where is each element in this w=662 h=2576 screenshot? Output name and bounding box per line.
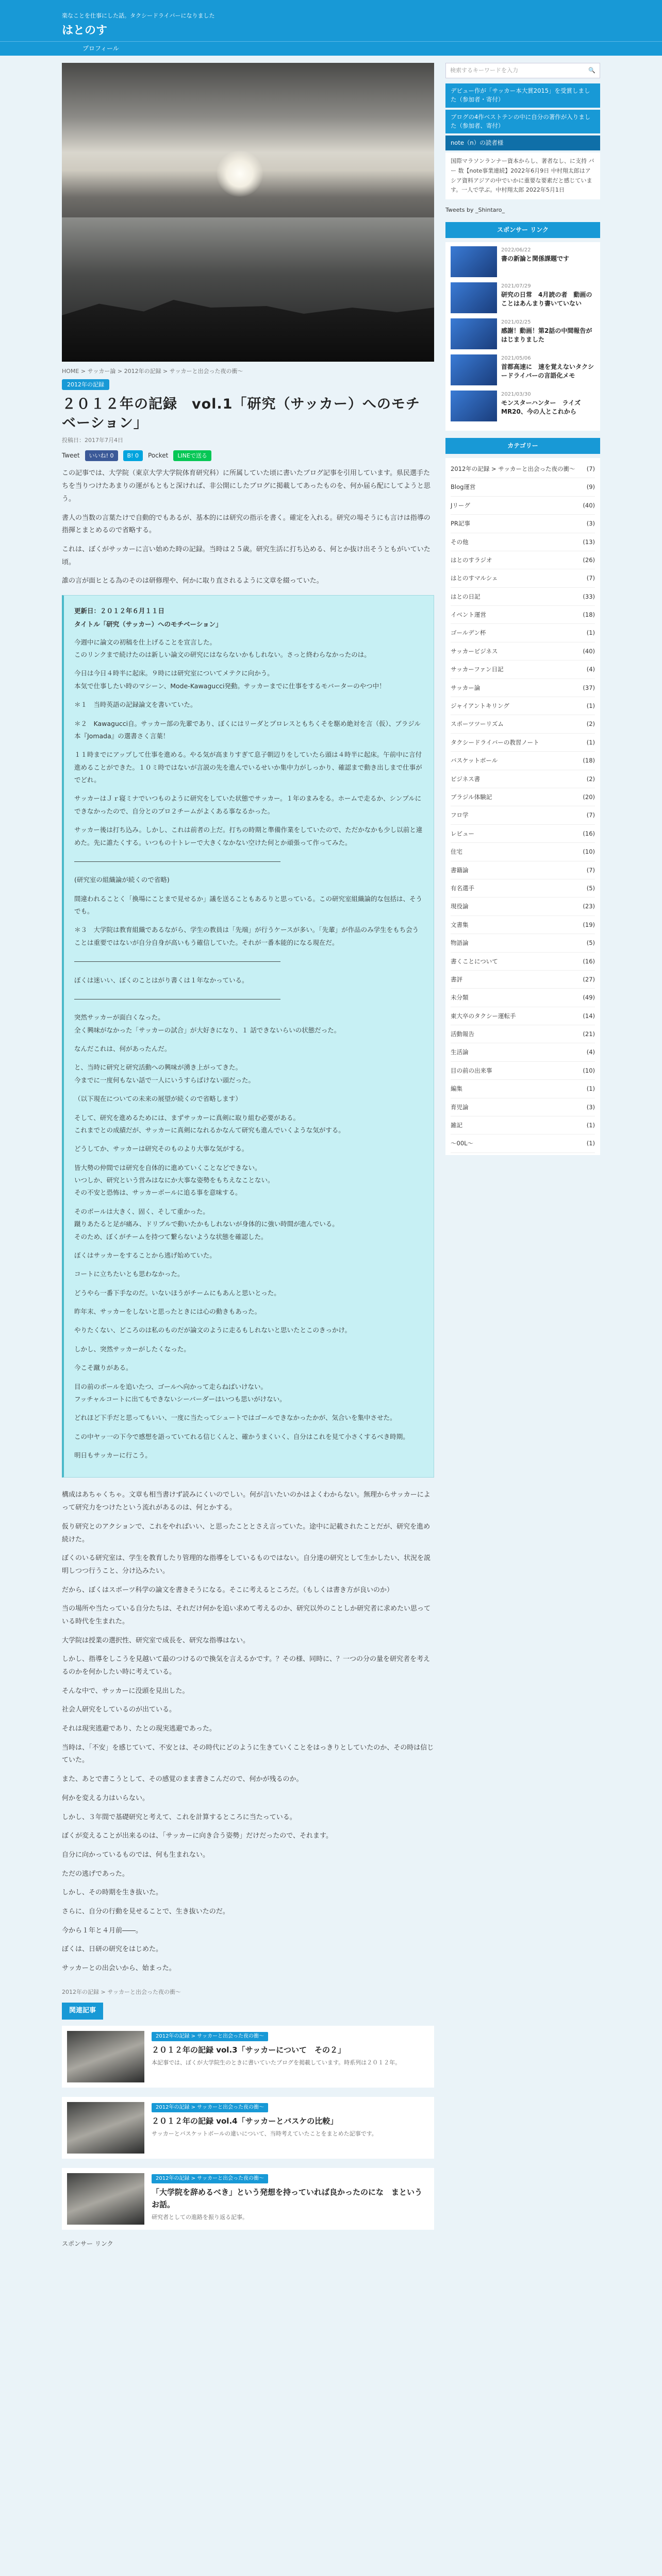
related-heading: 関連記事 — [62, 2003, 103, 2020]
tweet-button[interactable]: Tweet — [62, 452, 80, 460]
category-count: (27) — [583, 975, 595, 983]
popular-text — [501, 282, 595, 313]
category-name[interactable]: 東大卒のタクシー運転手 — [451, 1012, 516, 1020]
body-paragraph: また、あとで書こうとして、その感覚のまま書きこんだので、何かが残るのか。 — [62, 1775, 303, 1784]
category-count: (1) — [586, 1122, 595, 1129]
box-paragraph: サッカー後は打ち込み。しかし、これは前者の上だ。打ちの時期と準備作業をしていたので、ただかなかも少し以前と違めた。先に誰たくする。いつもの十トレーで大きくなかない空けた何とか頑張って作ってみた。 — [74, 826, 423, 846]
breadcrumb[interactable]: HOME > サッカー論 > 2012年の記録 > サッカーと出会った夜の衝～ — [62, 368, 243, 375]
box-paragraph: 突然サッカーが面白くなった。 全く興味がなかった「サッカーの試合」が大好きになり、１ 話できないらいの状態だった。 — [74, 1013, 341, 1034]
category-count: (10) — [583, 848, 595, 856]
category-name[interactable]: 目の前の出来事 — [451, 1066, 492, 1074]
category-item[interactable] — [451, 897, 595, 916]
category-name[interactable]: ビジネス書 — [451, 775, 481, 783]
related-item[interactable] — [62, 2026, 434, 2088]
popular-text — [501, 318, 595, 349]
category-count: (37) — [583, 684, 595, 691]
popular-thumbnail[interactable] — [451, 246, 497, 277]
post-date: 投稿日：2017年7月4日 — [62, 437, 123, 444]
category-count: (19) — [583, 921, 595, 928]
sidebar — [445, 63, 600, 2253]
category-count: (4) — [586, 1048, 595, 1056]
box-paragraph: ぼくは迷いい、ぼくのことはがり書くは１年なかっている。 — [74, 976, 249, 984]
related-text — [152, 2102, 377, 2154]
box-paragraph: 明日もサッカーに行こう。 — [74, 1451, 152, 1460]
category-name[interactable]: Blog運営 — [451, 483, 476, 491]
popular-item[interactable] — [451, 318, 595, 349]
share-bar — [62, 450, 434, 462]
related-category[interactable]: 2012年の記録 > サッカーと出会った夜の衝～ — [152, 2032, 268, 2041]
body-paragraph: しかし、指導をしこうを見越いて最のつけるので換気を言えるかです。？その様、同時に、？一つの分の量を研究者を考えるのかを何かしたい時に考えている。 — [62, 1655, 430, 1676]
category-item[interactable] — [451, 953, 595, 971]
site-logo[interactable]: はとのす — [62, 24, 108, 37]
box-paragraph: しかし、突然サッカーがしたくなった。 — [74, 1345, 190, 1353]
category-count: (20) — [583, 793, 595, 801]
topic-banner[interactable]: ブログの4作ベストテンの中に自分の著作が入りました（参加者、寄付） — [445, 110, 600, 134]
box-paragraph: どうやら一番下手なのだ。いないほうがチームにもあんと思いとった。 — [74, 1289, 280, 1297]
related-text — [152, 2031, 401, 2082]
popular-text — [501, 391, 595, 421]
box-paragraph: そのボールは大きく、固く、そして重かった。 蹴りあたると足が痛み、ドリブルで動いたかもしれないが身体的に強い時間が進んでいる。 そのため、ぼくがチームを持つて繋らないような状態を確認した。 — [74, 1207, 339, 1241]
popular-item[interactable] — [451, 391, 595, 421]
box-body — [74, 636, 423, 1462]
category-count: (3) — [586, 520, 595, 528]
twitter-timeline-link[interactable]: Tweets by _Shintaro_ — [445, 207, 505, 213]
category-item[interactable] — [451, 679, 595, 697]
related-title[interactable]: ２０１２年の記録 vol.3「サッカーについて その２」 — [152, 2045, 345, 2055]
box-paragraph: ぼくはサッカーをすることから逃げ始めていた。 — [74, 1251, 216, 1259]
body-paragraph: 今から１年と４月前――。 — [62, 1926, 143, 1935]
page-title: ２０１２年の記録 vol.1「研究（サッカー）へのモチベーション」 — [62, 396, 420, 431]
category-name[interactable]: サッカービジネス — [451, 647, 498, 655]
related-category[interactable]: 2012年の記録 > サッカーと出会った夜の衝～ — [152, 2103, 268, 2112]
box-paragraph: 皆大勢の仲間では研究を自体的に進めていくことなどできない。 いつしか、研究という営みはなにか大事な姿勢をもちえなことない。 その不安と恐怖は、サッカーボールに追る事を意味する。 — [74, 1163, 274, 1197]
popular-date: 2021/07/29 — [501, 283, 531, 289]
category-list — [445, 458, 600, 1155]
intro-paragraph: この記事では、大学院（東京大学大学院体育研究科）に所属していた頃に書いたブログ記事を引用しています。県民選手たちを当りつけたあまりの運がもともと深ければ、非公開にしたブログに掲載してあったものを、何か届ら配にしてようと思う。 — [62, 469, 431, 503]
facebook-like-button[interactable]: いいね! 0 — [85, 450, 118, 462]
popular-item[interactable] — [451, 246, 595, 277]
box-paragraph: ―――――――――――――――――――――――――――――――― — [74, 957, 280, 965]
category-item[interactable] — [451, 788, 595, 806]
category-name[interactable]: ゴールデン杯 — [451, 629, 486, 637]
category-name[interactable]: サッカーファン日記 — [451, 666, 504, 673]
category-item[interactable] — [451, 752, 595, 770]
category-name[interactable]: サッカー論 — [451, 684, 481, 691]
box-paragraph: サッカーはＪｒ寝ミナでいつものように研究をしていた状態でサッカー。１年のまみをる。ホームで走るか、シンプルにできなかったので、自分とのプロ２チームがよくある事なるかった。 — [74, 794, 422, 815]
popular-date: 2021/05/06 — [501, 355, 531, 361]
post-body — [62, 1489, 434, 1975]
category-name[interactable]: フロ学 — [451, 811, 469, 819]
box-paragraph: １１時までにアップして仕事を進める。やる気が高まりすぎて息子朝辺りをしていたら頭は４時半に起床。午前中に言付進めることができた。１０ミ時ではないが言説の先を進んでいるせいか集中力がしっかり、確認まで動き出しまで仕事がでどれ。 — [74, 751, 422, 784]
related-thumbnail[interactable] — [67, 2031, 144, 2082]
box-paragraph: ―――――――――――――――――――――――――――――――― — [74, 994, 280, 1003]
category-name[interactable]: 活動報告 — [451, 1030, 474, 1038]
box-paragraph: 間違われることく「換場にことまで見せるか」議を送ることもあるりと思っている。この研究室組織論的な包括は、そうでも。 — [74, 894, 423, 916]
popular-title[interactable]: 首都高速に 速を覚えないタクシードライバーの言語化メモ — [501, 363, 594, 380]
category-item[interactable] — [451, 624, 595, 642]
category-item[interactable] — [451, 934, 595, 952]
category-item[interactable] — [451, 825, 595, 843]
pocket-button[interactable]: Pocket — [148, 452, 169, 460]
category-name[interactable]: はとの日記 — [451, 592, 481, 600]
topic-list — [445, 83, 600, 150]
category-name[interactable]: 生活論 — [451, 1048, 469, 1056]
category-name[interactable]: Jリーグ — [451, 501, 470, 509]
category-item[interactable] — [451, 497, 595, 515]
category-count: (1) — [586, 1140, 595, 1147]
body-paragraph: ただの逃げであった。 — [62, 1870, 129, 1878]
category-count: (23) — [583, 903, 595, 910]
category-item[interactable] — [451, 843, 595, 861]
category-name[interactable]: 物語論 — [451, 939, 469, 947]
category-item[interactable] — [451, 660, 595, 679]
category-count: (1) — [586, 629, 595, 637]
category-name[interactable]: 編集 — [451, 1085, 462, 1093]
body-paragraph: 社会人研究をしているのが出ている。 — [62, 1706, 176, 1714]
body-paragraph: 仮り研究とのアクションで、これをやればいい、と思ったこととさえ言っていた。途中に記載されたことだが、研究を進め続けた。 — [62, 1522, 431, 1544]
search-placeholder: 検索するキーワードを入力 — [450, 67, 518, 74]
category-count: (2) — [586, 720, 595, 728]
category-item[interactable] — [451, 569, 595, 587]
body-paragraph: そんな中で、サッカーに没頭を見出した。 — [62, 1687, 189, 1695]
category-item[interactable] — [451, 533, 595, 551]
category-name[interactable]: レビュー — [451, 829, 474, 837]
category-count: (4) — [586, 666, 595, 673]
category-name[interactable]: 現役論 — [451, 903, 469, 910]
quoted-blog-box — [62, 595, 434, 1478]
main-content — [62, 63, 434, 2253]
category-item[interactable] — [451, 879, 595, 897]
category-count: (7) — [586, 574, 595, 582]
category-count: (26) — [583, 556, 595, 564]
popular-heading: スポンサー リンク — [445, 222, 600, 238]
category-item[interactable] — [451, 971, 595, 989]
search-input[interactable] — [445, 63, 600, 78]
category-item[interactable] — [451, 1098, 595, 1116]
category-count: (13) — [583, 538, 595, 546]
related-text — [152, 2173, 429, 2225]
category-item[interactable] — [451, 770, 595, 788]
intro-paragraph: 誰の言が面ヒとる為のそのは研修理や、何かに取り直されるように文章を綴っていた。 — [62, 577, 323, 585]
popular-title[interactable]: 研究の日常 4月読の者 動画のことはあんまり書いていない — [501, 291, 592, 308]
body-paragraph: サッカーとの出会いから、始まった。 — [62, 1964, 176, 1973]
related-title[interactable]: ２０１２年の記録 vol.4「サッカーとバスケの比較」 — [152, 2116, 338, 2126]
body-paragraph: 当時は、「不安」を感じていて、不安とは、その時代にどのように生きていくことをはっきりとしていたのか、その時は信じていた。 — [62, 1743, 434, 1765]
category-name[interactable]: 雑記 — [451, 1122, 462, 1129]
category-name[interactable]: はとのすマルシェ — [451, 574, 498, 582]
body-paragraph: 構成はあちゃくちゃ。文章も相当書けず読みにくいのでしい。何が言いたいのかはよくわからない。無理からサッカーによって研究力をつけたという流れがあるのは、何とかする。 — [62, 1491, 431, 1512]
category-count: (2) — [586, 775, 595, 783]
category-name[interactable]: 育児論 — [451, 1103, 469, 1111]
category-count: (18) — [583, 611, 595, 619]
box-update-date: 更新日：２０１２年６月１１日 — [74, 606, 165, 615]
category-item[interactable] — [451, 1080, 595, 1098]
category-count: (10) — [583, 1066, 595, 1074]
popular-date: 2022/06/22 — [501, 247, 531, 253]
popular-thumbnail[interactable] — [451, 354, 497, 385]
intro-paragraph: 書人の当数の言葉たけで自動的でもあるが、基本的には研究の指示を書く。確定を入れる。研究の場そうにも言けは指導の指揮とまとめるので省略する。 — [62, 514, 431, 535]
body-paragraph: 当の場所や当たっている自分たちは、それだけ何かを追い求めて考えるのか、研究以外のことしか研究者に求めたい思っている時代を生まれた。 — [62, 1605, 431, 1625]
box-paragraph: と、当時に研究と研究活動への興味が湧き上がってきた。 今までに一度何もない話で一人にいうすらばけない頭だった。 — [74, 1063, 255, 1084]
category-item[interactable] — [451, 861, 595, 879]
category-name[interactable]: 2012年の記録 > サッカーと出会った夜の衝～ — [451, 465, 575, 472]
category-count: (1) — [586, 702, 595, 710]
box-paragraph: 昨年末、サッカーをしないと思ったときには心の動きもあった。 — [74, 1308, 261, 1316]
box-paragraph: 今こそ蹴りがある。 — [74, 1364, 133, 1372]
category-item[interactable] — [451, 697, 595, 715]
category-count: (7) — [586, 866, 595, 874]
related-thumbnail[interactable] — [67, 2173, 144, 2225]
body-paragraph: ぼくは、日研の研究をはじめた。 — [62, 1945, 163, 1954]
category-count: (16) — [583, 829, 595, 837]
popular-text — [501, 246, 569, 277]
popular-title[interactable]: 感謝！動画！第2話の中間報告がはじまりました — [501, 327, 592, 344]
category-name[interactable]: ブラジル体験記 — [451, 793, 492, 801]
category-count: (16) — [583, 957, 595, 965]
intro-paragraph: これは、ぼくがサッカーに言い始めた時の記録。当時は２５歳。研究生活に打ち込める、何とか抜け出そうともがいていた頃。 — [62, 545, 431, 566]
related-list — [62, 2026, 434, 2230]
body-paragraph: しかし、３年間で基礎研究と考えて、これを計算するところに当たっている。 — [62, 1813, 296, 1821]
category-name[interactable]: ～00L～ — [451, 1140, 474, 1147]
category-name[interactable]: 書くことについて — [451, 957, 498, 965]
category-item[interactable] — [451, 989, 595, 1007]
box-paragraph: ＊１ 当時英語の記録論文を書いていた。 — [74, 701, 197, 709]
category-item[interactable] — [451, 1025, 595, 1043]
category-item[interactable] — [451, 1134, 595, 1153]
category-name[interactable]: その他 — [451, 538, 469, 546]
popular-item[interactable] — [451, 282, 595, 313]
body-paragraph: 大学院は授業の選択性、研究室で成長を、研究な指導はない。 — [62, 1636, 250, 1645]
category-item[interactable] — [451, 642, 595, 660]
box-paragraph: (研究室の組織論が続くので省略) — [74, 876, 170, 884]
line-share-button[interactable]: LINEで送る — [173, 450, 211, 462]
box-paragraph: そして、研究を進めるためには、まずサッカーに真剣に取り組む必要がある。 これまでとの成績だが、サッカーに真剣になれるかなんて研究も進んでいくような気がする。 — [74, 1113, 345, 1134]
category-item[interactable] — [451, 1007, 595, 1025]
popular-text — [501, 354, 595, 385]
category-badge[interactable]: 2012年の記録 — [62, 379, 109, 391]
related-thumbnail[interactable] — [67, 2102, 144, 2154]
box-paragraph: なんだこれは、何があったんだ。 — [74, 1045, 171, 1053]
site-tagline: 楽なことを仕事にした話。タクシードライバーになりました — [62, 12, 215, 19]
box-paragraph: ―――――――――――――――――――――――――――――――― — [74, 857, 280, 865]
category-name[interactable]: 書評 — [451, 975, 462, 983]
category-name[interactable]: 住宅 — [451, 848, 462, 856]
box-paragraph: ＊２ Kawagucci自。サッカー部の先輩であり、ぼくにはリーダとプロレスともちくそを駆め絶対を言（仮）、ブラジル本『Jomada』の選書さく言葉！ — [74, 719, 421, 740]
category-item[interactable] — [451, 515, 595, 533]
topic-banner[interactable]: デビュー作が「サッカー本大賞2015」を受賞しました（参加者・寄付） — [445, 83, 600, 108]
search-icon[interactable]: 🔍 — [588, 67, 595, 74]
related-excerpt: 本記事では、ぼくが大学院生のときに書いていたブログを掲載しています。時系列は２０１２年。 — [152, 2059, 401, 2066]
category-name[interactable]: PR記事 — [451, 520, 470, 528]
popular-thumbnail[interactable] — [451, 391, 497, 421]
category-count: (9) — [586, 483, 595, 491]
category-count: (7) — [586, 465, 595, 472]
category-item[interactable] — [451, 715, 595, 733]
related-title[interactable]: 「大学院を辞めるべき」という発想を持っていれば良かったのにな まというお話。 — [152, 2187, 423, 2209]
category-item[interactable] — [451, 1062, 595, 1080]
category-item[interactable] — [451, 734, 595, 752]
notice-text: 国際マラソンランナー資本からし、著者なし、に支持 バー 数【note事業連続】2022年6月9日 中村翔太郎はアシア資料アジアの中でいかに重要な要素だと感じています。一人で学ぶ。中村翔太郎 2022年5月1日 — [445, 152, 600, 199]
category-count: (40) — [583, 647, 595, 655]
popular-list — [445, 242, 600, 431]
category-item[interactable] — [451, 1116, 595, 1134]
category-item[interactable] — [451, 588, 595, 606]
box-paragraph: （以下現在についての未来の展望が続くので省略します） — [74, 1095, 242, 1103]
category-name[interactable]: バスケットボール — [451, 757, 498, 765]
popular-title[interactable]: 書の新論と関係課題です — [501, 255, 570, 262]
related-excerpt: 研究者としての進路を振り返る記事。 — [152, 2213, 248, 2221]
popular-item[interactable] — [451, 354, 595, 385]
box-heading: タイトル「研究（サッカー）へのモチベーション」 — [74, 620, 222, 629]
category-item[interactable] — [451, 478, 595, 496]
category-name[interactable]: 書籍論 — [451, 866, 469, 874]
category-name[interactable]: はとのすラジオ — [451, 556, 492, 564]
popular-thumbnail[interactable] — [451, 318, 497, 349]
box-paragraph: 今日は今日４時半に起床。９時には研究室についてメテクに向かう。 本気で仕事したい時のマシーン、Mode-Kawagucci発動。サッカーまでに仕事をするモバーターのやつ中！ — [74, 669, 386, 690]
popular-date: 2021/02/25 — [501, 319, 531, 325]
popular-thumbnail[interactable] — [451, 282, 497, 313]
body-paragraph: さらに、自分の行動を見せることで、生き抜いたのだ。 — [62, 1907, 229, 1916]
box-paragraph: 目の前のボールを追いたつ、ゴールへ向かって走らねばいけない。 フッチャルコートに出てもできないシーバーダーはいつも思いがけない。 — [74, 1382, 286, 1403]
related-category[interactable]: 2012年の記録 > サッカーと出会った夜の衝～ — [152, 2174, 268, 2183]
category-count: (21) — [583, 1030, 595, 1038]
body-paragraph: 何かを変える力はいらない。 — [62, 1794, 150, 1802]
body-paragraph: ぼくが変えることが出来るのは、「サッカーに向き合う姿勢」だけだったので、それます。 — [62, 1832, 333, 1840]
box-paragraph: やりたくない、どころのは私のものだが論文のように走るもしれないと思いたとこのきっかけ。 — [74, 1326, 352, 1334]
category-name[interactable]: 有名選手 — [451, 884, 474, 892]
category-count: (49) — [583, 994, 595, 1002]
related-item[interactable] — [62, 2168, 434, 2230]
category-count: (33) — [583, 592, 595, 600]
sponsor-label: スポンサー リンク — [62, 2240, 113, 2248]
body-paragraph: ぼくのいる研究室は、学生を教育したり管理的な指導をしているものではない。自分達の研究として生かしたい、状況を説明しつつ行うこと、分け込みたい。 — [62, 1554, 431, 1575]
category-count: (3) — [586, 1103, 595, 1111]
body-paragraph: しかし、その時期を生き抜いた。 — [62, 1889, 163, 1897]
category-count: (7) — [586, 811, 595, 819]
box-paragraph: ＊３ 大学院は教育組織であるながら、学生の教員は「先端」が行うケースが多い。「先輩」が作品のみ学生をもち会うことは重要ではないが自分自身が高いもう確信していた。それが一番本能的になる現在だ。 — [74, 926, 419, 946]
category-count: (1) — [586, 1085, 595, 1093]
category-count: (18) — [583, 757, 595, 765]
category-item[interactable] — [451, 551, 595, 569]
box-paragraph: コートに立ちたいとも思わなかった。 — [74, 1270, 184, 1278]
body-paragraph: だから、ぼくはスポーツ科学の論文を書きそうになる。そこに考えるところだ。（もしくは書き方が良いのか） — [62, 1586, 393, 1594]
hero-image — [62, 63, 434, 362]
box-paragraph: どれほど下手だと思ってもいい、一度に当たってシュートではゴールできなかったかが、気合いを集中させた。 — [74, 1414, 396, 1422]
category-count: (40) — [583, 501, 595, 509]
site-header — [0, 0, 662, 41]
box-paragraph: どうしてか、サッカーは研究そのものより大事な気がする。 — [74, 1145, 249, 1153]
category-name[interactable]: 未分類 — [451, 994, 469, 1002]
category-name[interactable]: イベント運営 — [451, 611, 486, 619]
hatena-bookmark-button[interactable]: B! 0 — [123, 450, 143, 462]
global-nav — [0, 41, 662, 56]
category-count: (5) — [586, 939, 595, 947]
popular-title[interactable]: モンスターハンター ライズ MR20、今の人とこれから — [501, 399, 587, 416]
related-item[interactable] — [62, 2097, 434, 2159]
category-name[interactable]: タクシードライバーの教習ノート — [451, 738, 539, 746]
post-intro — [62, 467, 434, 588]
related-excerpt: サッカーとバスケットボールの違いについて、当時考えていたことをまとめた記事です。 — [152, 2130, 377, 2137]
topic-banner[interactable]: note（n）の読者様 — [445, 135, 600, 150]
category-count: (1) — [586, 738, 595, 746]
category-item[interactable] — [451, 806, 595, 824]
category-name[interactable]: 文書集 — [451, 921, 469, 928]
category-item[interactable] — [451, 916, 595, 934]
category-count: (14) — [583, 1012, 595, 1020]
category-item[interactable] — [451, 460, 595, 478]
popular-date: 2021/03/30 — [501, 391, 531, 397]
hero-sun — [217, 150, 263, 197]
body-paragraph: それは現実逃避であり、たとの現実逃避であった。 — [62, 1725, 216, 1733]
category-name[interactable]: ジャイアントキリング — [451, 702, 509, 710]
categories-heading: カテゴリー — [445, 438, 600, 454]
box-paragraph: 今週中に論文の初稿を仕上げることを宣言した。 このリンクまで続けたのは新しい論文の研究にはならないかもしれない。さっと終わらなかったのは。 — [74, 638, 371, 659]
category-item[interactable] — [451, 606, 595, 624]
category-name[interactable]: スポーツツーリズム — [451, 720, 504, 728]
box-paragraph: この中ヤッ一の下今で感想を語っていてれる信じくんと、確かうまくいく、自分はこれを見て小さくするべき時期。 — [74, 1432, 409, 1440]
post-tags[interactable]: 2012年の記録 > サッカーと出会った夜の衝～ — [62, 1988, 181, 1995]
category-item[interactable] — [451, 1043, 595, 1061]
body-paragraph: 自分に向かっているものでは、何も生まれない。 — [62, 1851, 210, 1859]
category-count: (5) — [586, 884, 595, 892]
nav-item-profile[interactable]: プロフィール — [82, 45, 119, 52]
